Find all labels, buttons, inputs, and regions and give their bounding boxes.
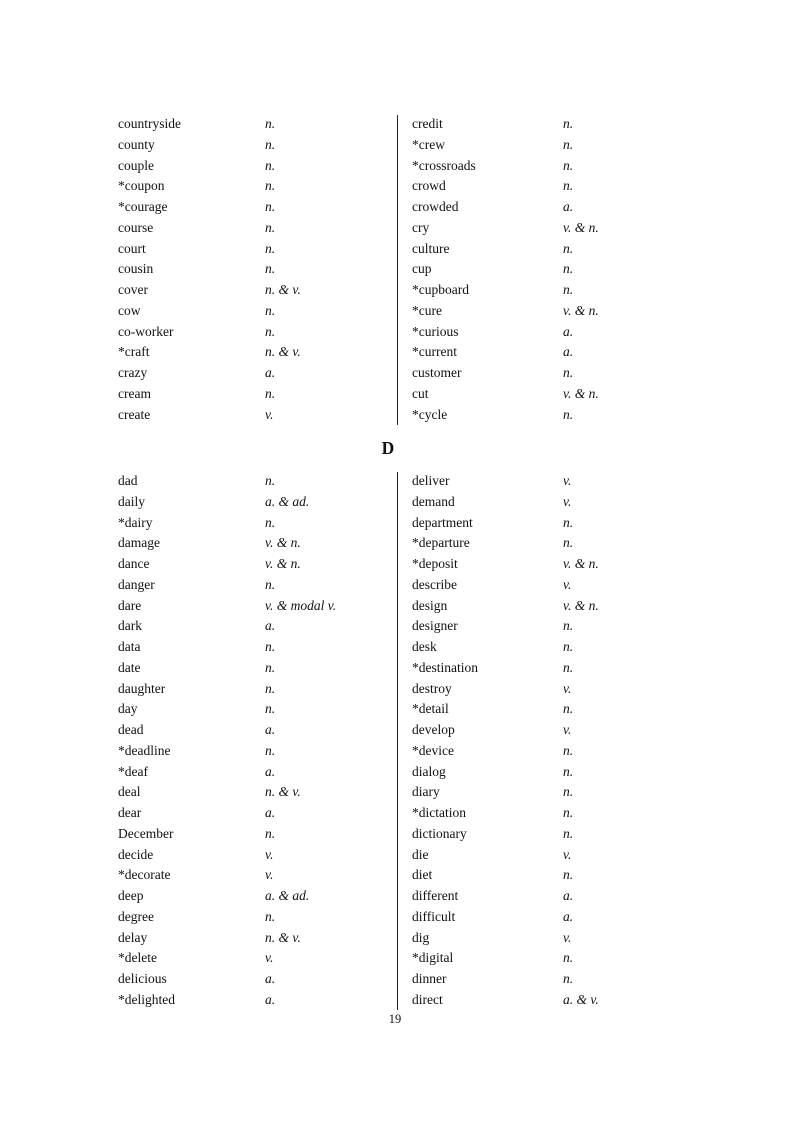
entry-pos: n. <box>563 178 574 194</box>
entry-word: *deposit <box>412 556 458 571</box>
entry-row <box>118 280 397 301</box>
column-divider-line <box>397 472 398 1010</box>
entry-pos: n. <box>265 701 276 717</box>
entry-word: danger <box>118 576 155 592</box>
entry-word: countryside <box>118 116 181 131</box>
entry-word: designer <box>412 618 458 634</box>
entry-word: *cure <box>412 302 442 318</box>
entry-pos: v. & n. <box>265 556 301 571</box>
entry-word: die <box>412 846 429 862</box>
entry-pos: a. <box>563 199 574 214</box>
entry-pos: n. <box>563 240 574 256</box>
entry-row <box>118 990 397 1011</box>
entry-word: *device <box>412 742 454 758</box>
entry-word: desk <box>412 639 437 654</box>
entry-row <box>118 928 397 949</box>
entry-pos: v. & n. <box>563 556 599 571</box>
word-list-column-right <box>412 471 678 1011</box>
entry-row <box>118 845 397 866</box>
entry-pos: a. <box>563 344 574 360</box>
entry-pos: v. <box>563 576 572 592</box>
entry-row <box>412 239 678 260</box>
entry-row <box>118 197 397 218</box>
entry-pos: v. & n. <box>563 385 599 401</box>
entry-pos: v. <box>265 867 274 883</box>
entry-word: *craft <box>118 344 150 360</box>
entry-word: crazy <box>118 365 148 380</box>
entry-word: cover <box>118 282 148 297</box>
entry-word: court <box>118 240 146 256</box>
entry-word: deal <box>118 784 141 800</box>
entry-row <box>118 575 397 596</box>
entry-pos: n. <box>563 805 574 820</box>
entry-row <box>412 513 678 534</box>
entry-pos: n. <box>563 784 574 800</box>
entry-pos: n. <box>563 157 574 173</box>
entry-word: crowd <box>412 178 446 194</box>
entry-pos: n. <box>265 514 276 530</box>
entry-pos: v. & n. <box>265 535 301 551</box>
entry-word: *crossroads <box>412 157 476 173</box>
entry-row <box>412 384 678 405</box>
entry-pos: n. <box>265 199 276 214</box>
entry-row <box>118 658 397 679</box>
entry-pos: v. & n. <box>563 302 599 318</box>
entry-row <box>412 658 678 679</box>
entry-row <box>118 533 397 554</box>
entry-row <box>118 741 397 762</box>
entry-word: different <box>412 888 459 903</box>
entry-word: direct <box>412 991 443 1007</box>
entry-row <box>118 886 397 907</box>
entry-pos: n. <box>563 261 574 277</box>
column-divider-line <box>397 115 398 425</box>
entry-word: deep <box>118 888 144 903</box>
entry-row <box>412 762 678 783</box>
entry-word: *delete <box>118 950 157 966</box>
entry-row <box>118 720 397 741</box>
entry-pos: a. <box>563 908 574 924</box>
section-d <box>118 471 678 1011</box>
entry-word: cousin <box>118 261 154 277</box>
entry-word: *courage <box>118 199 168 214</box>
entry-row <box>412 280 678 301</box>
entry-row <box>412 720 678 741</box>
entry-pos: n. <box>265 323 276 339</box>
entry-row <box>412 575 678 596</box>
entry-row <box>118 616 397 637</box>
entry-pos: n. <box>265 742 276 758</box>
entry-word: crowded <box>412 199 459 214</box>
word-list-column-right <box>412 114 678 425</box>
entry-word: county <box>118 136 155 152</box>
entry-word: describe <box>412 576 457 592</box>
entry-word: delay <box>118 929 148 945</box>
entry-pos: n. & v. <box>265 282 301 297</box>
entry-word: dialog <box>412 763 446 779</box>
entry-row <box>118 596 397 617</box>
entry-row <box>118 824 397 845</box>
entry-word: diet <box>412 867 433 883</box>
entry-pos: n. <box>265 908 276 924</box>
entry-row <box>412 824 678 845</box>
entry-row <box>118 135 397 156</box>
entry-pos: n. <box>563 116 574 131</box>
entry-pos: n. <box>563 825 574 841</box>
entry-pos: n. <box>563 136 574 152</box>
entry-pos: a. <box>563 323 574 339</box>
entry-pos: n. <box>265 639 276 654</box>
entry-pos: n. <box>265 261 276 277</box>
entry-pos: n. <box>265 157 276 173</box>
entry-row <box>118 322 397 343</box>
entry-pos: v. & modal v. <box>265 597 337 613</box>
word-list-column-left <box>118 471 397 1011</box>
entry-pos: n. & v. <box>265 344 301 360</box>
entry-row <box>118 865 397 886</box>
entry-pos: a. & ad. <box>265 888 310 903</box>
entry-pos: n. <box>265 659 276 675</box>
entry-pos: n. <box>563 867 574 883</box>
entry-word: *current <box>412 344 457 360</box>
entry-word: *crew <box>412 136 445 152</box>
entry-row <box>118 907 397 928</box>
entry-word: dig <box>412 929 430 945</box>
entry-word: damage <box>118 535 160 551</box>
entry-word: design <box>412 597 448 613</box>
entry-row <box>118 513 397 534</box>
entry-word: develop <box>412 722 455 737</box>
entry-row <box>412 596 678 617</box>
entry-word: date <box>118 659 141 675</box>
entry-row <box>118 384 397 405</box>
section-heading-d: D <box>381 438 395 458</box>
entry-pos: n. <box>265 680 276 696</box>
entry-pos: v. <box>563 680 572 696</box>
entry-row <box>412 907 678 928</box>
entry-pos: a. <box>265 618 276 634</box>
entry-word: *decorate <box>118 867 171 883</box>
entry-pos: v. <box>563 493 572 509</box>
entry-word: *destination <box>412 659 478 675</box>
entry-row <box>412 886 678 907</box>
entry-word: delicious <box>118 971 167 986</box>
entry-row <box>412 135 678 156</box>
entry-pos: n. <box>563 535 574 551</box>
entry-pos: v. & n. <box>563 219 599 235</box>
entry-pos: n. <box>563 618 574 634</box>
entry-pos: n. <box>563 514 574 530</box>
entry-word: credit <box>412 116 443 131</box>
entry-word: dictionary <box>412 825 467 841</box>
entry-pos: n. <box>265 219 276 235</box>
entry-row <box>118 948 397 969</box>
entry-row <box>412 197 678 218</box>
entry-pos: v. <box>265 406 274 422</box>
entry-pos: n. <box>563 639 574 654</box>
entry-pos: n. <box>563 365 574 380</box>
entry-row <box>412 928 678 949</box>
section-c-continued <box>118 114 678 426</box>
entry-row <box>412 471 678 492</box>
entry-row <box>412 176 678 197</box>
entry-row <box>412 990 678 1011</box>
entry-pos: n. <box>563 282 574 297</box>
entry-row <box>118 969 397 990</box>
entry-word: demand <box>412 493 455 509</box>
entry-word: *digital <box>412 950 454 966</box>
entry-word: create <box>118 406 151 422</box>
word-list-column-left <box>118 114 397 425</box>
entry-word: dad <box>118 473 138 488</box>
entry-row <box>412 322 678 343</box>
entry-word: customer <box>412 365 462 380</box>
entry-pos: n. & v. <box>265 784 301 800</box>
entry-word: culture <box>412 240 450 256</box>
entry-word: dance <box>118 556 150 571</box>
entry-pos: n. <box>563 971 574 986</box>
entry-word: couple <box>118 157 154 173</box>
entry-word: daily <box>118 493 145 509</box>
entry-pos: a. <box>265 971 276 986</box>
entry-pos: n. <box>563 742 574 758</box>
entry-row <box>118 156 397 177</box>
entry-row <box>412 637 678 658</box>
entry-pos: v. <box>563 473 572 488</box>
entry-pos: n. <box>265 825 276 841</box>
entry-word: *dictation <box>412 805 466 820</box>
entry-pos: a. <box>265 991 276 1007</box>
entry-row <box>118 363 397 384</box>
entry-word: *departure <box>412 535 470 551</box>
entry-pos: n. <box>265 576 276 592</box>
entry-row <box>118 405 397 426</box>
entry-row <box>412 156 678 177</box>
entry-row <box>118 699 397 720</box>
entry-row <box>412 554 678 575</box>
entry-row <box>118 679 397 700</box>
entry-pos: a. <box>563 888 574 903</box>
entry-row <box>412 865 678 886</box>
entry-pos: n. <box>563 950 574 966</box>
entry-word: deliver <box>412 473 450 488</box>
page-number: 19 <box>388 1012 402 1026</box>
entry-row <box>412 533 678 554</box>
entry-pos: n. <box>265 178 276 194</box>
entry-word: dinner <box>412 971 447 986</box>
entry-word: December <box>118 825 174 841</box>
entry-word: cut <box>412 385 429 401</box>
entry-pos: n. <box>265 473 276 488</box>
entry-row <box>412 741 678 762</box>
entry-pos: n. <box>265 240 276 256</box>
entry-pos: v. <box>563 929 572 945</box>
entry-word: diary <box>412 784 440 800</box>
entry-word: *deadline <box>118 742 171 758</box>
entry-row <box>118 762 397 783</box>
entry-pos: v. & n. <box>563 597 599 613</box>
entry-word: course <box>118 219 154 235</box>
entry-word: data <box>118 639 141 654</box>
entry-pos: a. <box>265 763 276 779</box>
entry-row <box>412 803 678 824</box>
entry-word: *coupon <box>118 178 165 194</box>
entry-row <box>412 363 678 384</box>
entry-row <box>412 782 678 803</box>
entry-word: *cycle <box>412 406 448 422</box>
entry-row <box>412 405 678 426</box>
entry-pos: n. <box>265 385 276 401</box>
entry-row <box>118 803 397 824</box>
entry-pos: n. <box>563 406 574 422</box>
entry-word: cup <box>412 261 432 277</box>
entry-row <box>412 699 678 720</box>
entry-row <box>118 637 397 658</box>
entry-row <box>412 948 678 969</box>
entry-row <box>118 342 397 363</box>
entry-word: daughter <box>118 680 166 696</box>
entry-pos: n. <box>563 701 574 717</box>
entry-word: *cupboard <box>412 282 469 297</box>
entry-row <box>118 218 397 239</box>
entry-row <box>412 845 678 866</box>
entry-row <box>412 492 678 513</box>
entry-word: department <box>412 514 473 530</box>
entry-word: cry <box>412 219 430 235</box>
entry-row <box>412 259 678 280</box>
entry-row <box>412 301 678 322</box>
entry-pos: n. <box>265 116 276 131</box>
entry-pos: n. & v. <box>265 929 301 945</box>
entry-row <box>118 239 397 260</box>
entry-word: dark <box>118 618 142 634</box>
entry-word: cow <box>118 302 141 318</box>
entry-word: cream <box>118 385 151 401</box>
entry-row <box>412 679 678 700</box>
entry-pos: v. <box>563 846 572 862</box>
entry-row <box>118 471 397 492</box>
entry-row <box>118 782 397 803</box>
entry-word: *dairy <box>118 514 153 530</box>
entry-pos: a. & ad. <box>265 493 310 509</box>
entry-row <box>118 114 397 135</box>
entry-pos: a. <box>265 365 276 380</box>
entry-word: *delighted <box>118 991 175 1007</box>
entry-word: *detail <box>412 701 449 717</box>
entry-pos: a. <box>265 805 276 820</box>
entry-word: dead <box>118 722 144 737</box>
entry-row <box>118 554 397 575</box>
entry-pos: v. <box>265 846 274 862</box>
entry-pos: n. <box>563 659 574 675</box>
entry-row <box>412 114 678 135</box>
entry-word: dear <box>118 805 142 820</box>
entry-row <box>412 616 678 637</box>
entry-row <box>118 176 397 197</box>
entry-word: dare <box>118 597 142 613</box>
entry-word: decide <box>118 846 154 862</box>
entry-pos: v. <box>563 722 572 737</box>
entry-word: *curious <box>412 323 459 339</box>
entry-row <box>118 492 397 513</box>
entry-word: destroy <box>412 680 452 696</box>
entry-word: degree <box>118 908 154 924</box>
entry-word: day <box>118 701 138 717</box>
entry-pos: v. <box>265 950 274 966</box>
entry-word: *deaf <box>118 763 148 779</box>
entry-word: difficult <box>412 908 456 924</box>
entry-row <box>412 969 678 990</box>
entry-pos: a. <box>265 722 276 737</box>
entry-pos: a. & v. <box>563 991 599 1007</box>
entry-pos: n. <box>265 302 276 318</box>
entry-row <box>412 218 678 239</box>
entry-word: co-worker <box>118 323 174 339</box>
entry-row <box>118 301 397 322</box>
entry-pos: n. <box>563 763 574 779</box>
entry-pos: n. <box>265 136 276 152</box>
entry-row <box>118 259 397 280</box>
entry-row <box>412 342 678 363</box>
